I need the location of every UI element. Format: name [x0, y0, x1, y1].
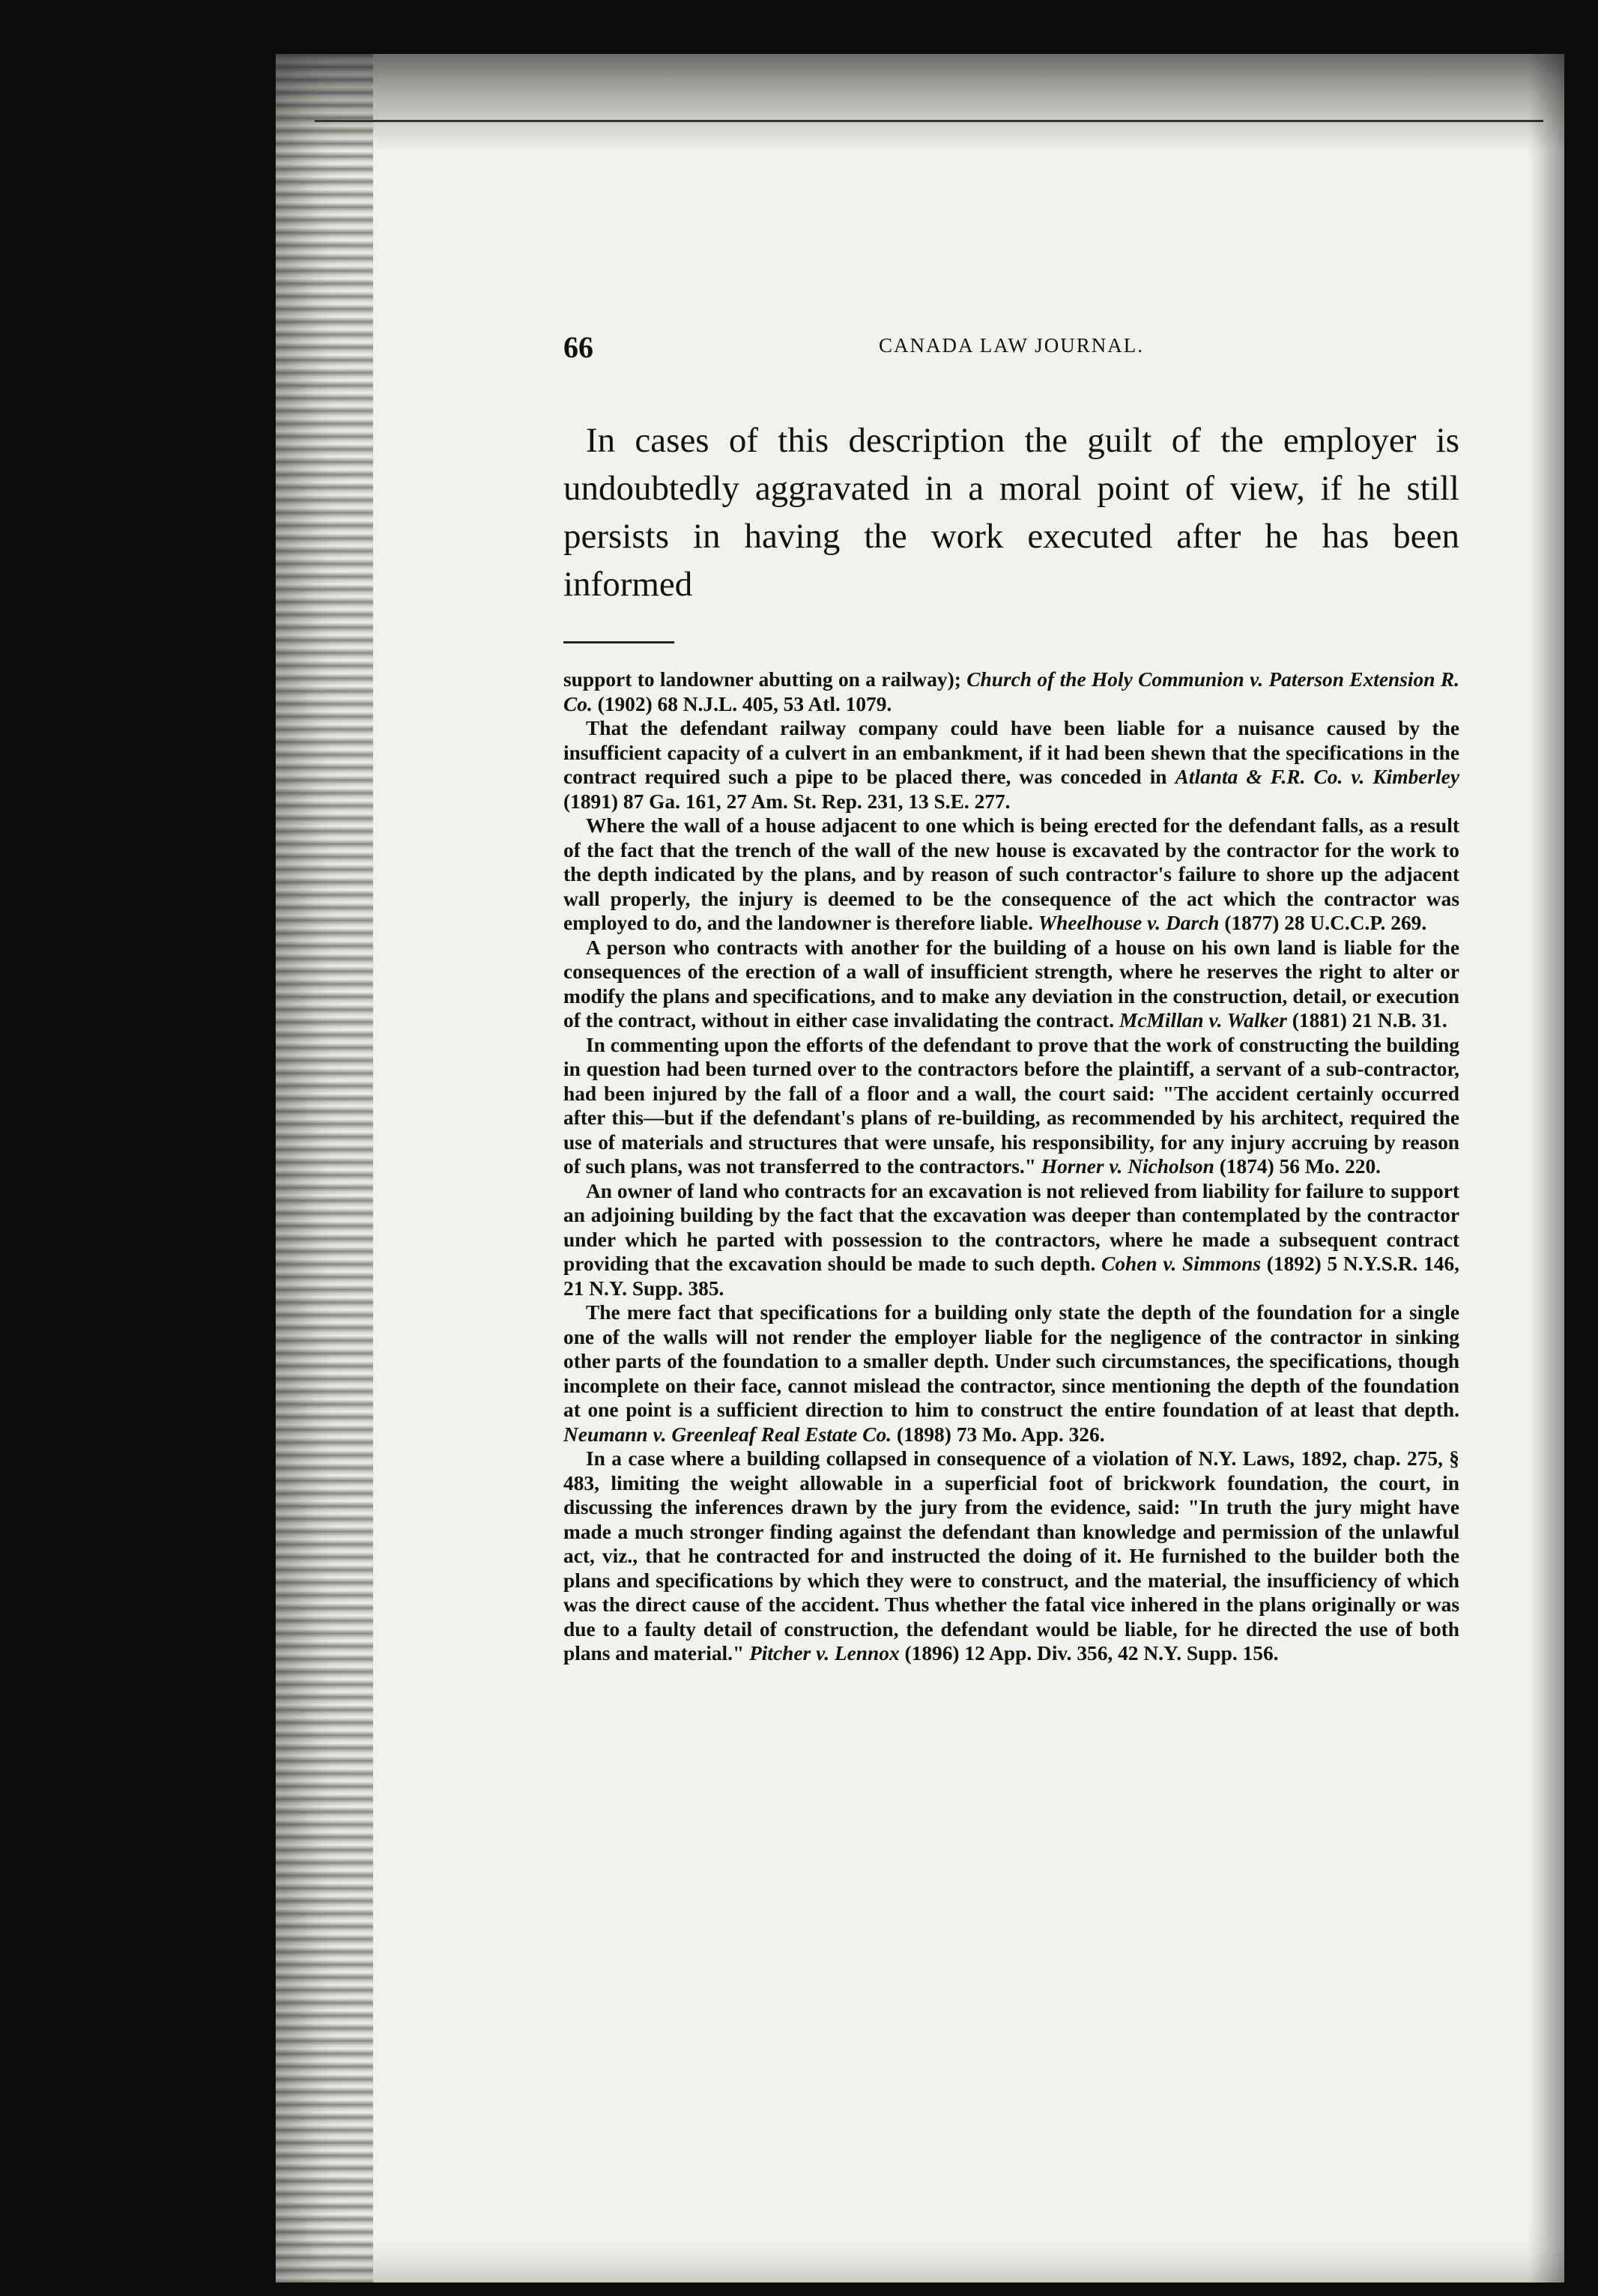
- citation: (1892) 5 N.Y.S.R. 146, 21 N.Y. Supp. 385.: [563, 1252, 1459, 1300]
- footnote-paragraph: [563, 1179, 1459, 1301]
- citation: (1877) 28 U.C.C.P. 269.: [1219, 912, 1427, 934]
- footnote-text: The mere fact that specifications for a building only state the depth of the foundation for a single one of the walls will not render the employer liable for the negligence of the contractor in sinking other parts of the foundation to a smaller depth. Under such circumstances, the specifications, though incomplete on their face, cannot mislead the contractor, since mentioning the depth of the foundation at one point is a sufficient direction to him to construct the entire foundation of at least that depth.: [563, 1301, 1459, 1421]
- page-header: [563, 330, 1459, 378]
- citation: (1874) 56 Mo. 220.: [1214, 1155, 1381, 1178]
- case-name: Cohen v. Simmons: [1101, 1252, 1262, 1275]
- citation: (1881) 21 N.B. 31.: [1286, 1009, 1447, 1032]
- case-name: Wheelhouse v. Darch: [1038, 912, 1220, 934]
- page-number: 66: [563, 330, 593, 364]
- top-edge-rule: [315, 120, 1543, 122]
- footnote-paragraph: [563, 1447, 1459, 1666]
- case-name: Church of the Holy Communion v. Paterson Extension R. Co.: [563, 668, 1459, 715]
- footnote-text: An owner of land who contracts for an excavation is not relieved from liability for failure to support an adjoining building by the fact that the excavation was deeper than contemplated by the contractor under which he parted with possession to the contractors, where he made a subsequent contract providing that the excavation should be made to such depth.: [563, 1179, 1459, 1275]
- footnote-text: In commenting upon the efforts of the defendant to prove that the work of constructing the building in question had been turned over to the contractors before the plaintiff, a servant of a sub-contractor, had been injured by the fall of a floor and a wall, the court said: "The accident certainly occurred after this—but if the defendant's plans of re-building, as recommended by his architect, required the use of materials and structures that were unsafe, his responsibility, for any injury accruing by reason of such plans, was not transferred to the contractors.": [563, 1033, 1459, 1178]
- right-edge-shadow: [1528, 54, 1564, 2283]
- binding-edge-shadow: [276, 54, 373, 2283]
- case-name: Pitcher v. Lennox: [749, 1642, 900, 1665]
- footnote-paragraph: [563, 936, 1459, 1033]
- running-title: CANADA LAW JOURNAL.: [878, 334, 1145, 357]
- footnote-paragraph: [563, 716, 1459, 814]
- case-name: Atlanta & F.R. Co. v. Kimberley: [1175, 766, 1459, 788]
- footnote-text: In a case where a building collapsed in consequence of a violation of N.Y. Laws, 1892, chap. 275, § 483, limiting the weight allowable in a superficial foot of brickwork foundation, the court, in discussing the inferences drawn by the jury from the evidence, said: "In truth the jury might have made a much stronger finding against the defendant than knowledge and permission of the unlawful act, viz., that he contracted for and instructed the doing of it. He furnished to the builder both the plans and specifications by which they were to construct, and the material, the insufficiency of which was the direct cause of the accident. Thus whether the fatal vice inhered in the plans originally or was due to a faulty detail of construction, the defendant would be liable, for he directed the use of both plans and material.": [563, 1447, 1459, 1665]
- citation: (1896) 12 App. Div. 356, 42 N.Y. Supp. 156.: [899, 1642, 1279, 1665]
- footnote-text: A person who contracts with another for the building of a house on his own land is liable for the consequences of the erection of a wall of insufficient strength, where he reserves the right to alter or modify the plans and specifications, and to make any deviation in the construction, detail, or execution of the contract, without in either case invalidating the contract.: [563, 936, 1459, 1032]
- footnote-text: That the defendant railway company could have been liable for a nuisance caused by the insufficient capacity of a culvert in an embankment, if it had been shewn that the specifications in the contract required such a pipe to be placed there, was conceded in: [563, 717, 1459, 788]
- footnote-paragraph: [563, 667, 1459, 716]
- footnote-paragraph: [563, 1033, 1459, 1179]
- top-edge-shadow: [276, 54, 1564, 151]
- footnote-rule: [563, 641, 674, 643]
- footnote-paragraph: [563, 1300, 1459, 1447]
- citation: (1891) 87 Ga. 161, 27 Am. St. Rep. 231, 13 S.E. 277.: [563, 790, 1011, 813]
- case-name: Horner v. Nicholson: [1041, 1155, 1214, 1178]
- footnote-text: support to landowner abutting on a railway);: [563, 668, 967, 691]
- citation: (1902) 68 N.J.L. 405, 53 Atl. 1079.: [592, 692, 892, 715]
- footnote-paragraph: [563, 814, 1459, 936]
- footnotes: [563, 667, 1459, 1666]
- case-name: McMillan v. Walker: [1119, 1009, 1287, 1032]
- body-paragraph: In cases of this description the guilt of the employer is undoubtedly aggravated in a moral point of view, if he still persists in having the work executed after he has been informed: [563, 421, 1459, 604]
- citation: (1898) 73 Mo. App. 326.: [891, 1423, 1105, 1446]
- footnote-text: Where the wall of a house adjacent to one which is being erected for the defendant falls, as a result of the fact that the trench of the wall of the new house is excavated by the contractor for the work to the depth indicated by the plans, and by reason of such contractor's failure to shore up the adjacent wall properly, the injury is deemed to be the consequence of the act which the contractor was employed to do, and the landowner is therefore liable.: [563, 814, 1459, 934]
- page-content: [563, 330, 1459, 1666]
- case-name: Neumann v. Greenleaf Real Estate Co.: [563, 1423, 892, 1446]
